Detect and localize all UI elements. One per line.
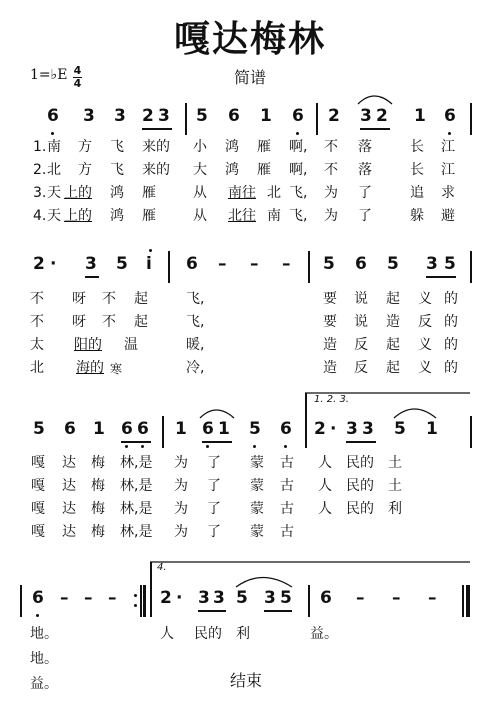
lyric: 达 xyxy=(62,501,76,517)
lyric: 雁 xyxy=(257,139,271,155)
note: 6 xyxy=(47,106,59,126)
note: 5 xyxy=(444,254,456,274)
note: 3 xyxy=(85,254,97,274)
lyric: 天 xyxy=(47,208,61,224)
lyric: 北往 xyxy=(228,208,256,224)
lyric: 梅 xyxy=(91,501,105,517)
lyric: 北 xyxy=(30,360,44,376)
barline xyxy=(140,585,142,617)
octave-dot-high xyxy=(149,249,152,252)
dash: – xyxy=(218,254,227,274)
barline xyxy=(470,251,472,283)
barline xyxy=(470,416,472,448)
lyric: 反 xyxy=(418,314,432,330)
note: 5 xyxy=(280,588,292,608)
lyric: 求 xyxy=(441,185,455,201)
lyric: 为 xyxy=(174,524,188,540)
augmentation-dot: · xyxy=(50,254,57,274)
note: 5 xyxy=(323,254,335,274)
lyric: 了 xyxy=(358,208,372,224)
note: 2 xyxy=(160,588,172,608)
beam-underline xyxy=(142,128,172,130)
octave-dot-low xyxy=(253,445,256,448)
lyric: 土 xyxy=(388,455,402,471)
final-barline-thin xyxy=(462,585,464,617)
lyric: 雁 xyxy=(257,162,271,178)
lyric: 嘎 xyxy=(31,501,45,517)
verse-number: 3. xyxy=(33,185,47,201)
barline xyxy=(308,585,310,617)
note: 2 xyxy=(328,106,340,126)
lyric: 太 xyxy=(30,337,44,353)
lyric: 达 xyxy=(62,478,76,494)
lyric: 躲 xyxy=(410,208,424,224)
lyric: 飞, xyxy=(186,314,205,330)
note: 1 xyxy=(260,106,272,126)
lyric: 落 xyxy=(358,139,372,155)
lyric: 方 xyxy=(78,162,92,178)
lyric: 林,是 xyxy=(120,524,153,540)
lyric: 雁 xyxy=(142,208,156,224)
lyric: 义 xyxy=(418,291,432,307)
octave-dot-low xyxy=(141,445,144,448)
note: 3 xyxy=(264,588,276,608)
repeat-barline xyxy=(143,585,146,617)
verse-number: 4. xyxy=(33,208,47,224)
lyric: 起 xyxy=(386,360,400,376)
lyric: 人 xyxy=(318,501,332,517)
lyric: 造 xyxy=(323,337,337,353)
lyric: 民的 xyxy=(346,478,374,494)
time-signature xyxy=(73,65,82,89)
lyric: 了 xyxy=(207,501,221,517)
lyric: 不 xyxy=(324,162,338,178)
lyric: 长 xyxy=(410,139,424,155)
lyric: 林,是 xyxy=(120,478,153,494)
lyric: 小 xyxy=(193,139,207,155)
lyric: 人 xyxy=(160,626,174,642)
lyric: 民的 xyxy=(194,626,222,642)
lyric: 长 xyxy=(410,162,424,178)
note: 5 xyxy=(116,254,128,274)
note: 6 xyxy=(32,588,44,608)
note: 3 xyxy=(83,106,95,126)
lyric: 反 xyxy=(354,337,368,353)
note: 6 xyxy=(64,419,76,439)
lyric: 飞, xyxy=(289,185,308,201)
lyric: 古 xyxy=(280,501,294,517)
lyric: 寒 xyxy=(110,362,123,376)
lyric: 呀 xyxy=(72,314,86,330)
note: 3 xyxy=(426,254,438,274)
lyric: 梅 xyxy=(91,478,105,494)
lyric: 益。 xyxy=(30,676,58,692)
note: 1 xyxy=(218,419,230,439)
lyric: 的 xyxy=(444,360,458,376)
lyric: 了 xyxy=(207,478,221,494)
lyric: 南 xyxy=(267,208,281,224)
lyric: 起 xyxy=(134,314,148,330)
lyric: 为 xyxy=(174,455,188,471)
barline xyxy=(150,562,152,617)
note: 5 xyxy=(394,419,406,439)
lyric: 从 xyxy=(193,185,207,201)
lyric: 不 xyxy=(102,314,116,330)
dash: – xyxy=(60,588,69,608)
slur xyxy=(358,96,392,104)
lyric: 梅 xyxy=(91,455,105,471)
lyric: 南往 xyxy=(228,185,256,201)
lyric: 飞 xyxy=(110,162,124,178)
lyric: 来的 xyxy=(142,139,170,155)
slur xyxy=(394,409,436,418)
note: 6 xyxy=(355,254,367,274)
lyric: 林,是 xyxy=(120,455,153,471)
note: 5 xyxy=(33,419,45,439)
lyric: 呀 xyxy=(72,291,86,307)
note: 2 xyxy=(142,106,154,126)
time-signature-top: 4 xyxy=(73,64,82,77)
dash: – xyxy=(356,588,365,608)
lyric: 地。 xyxy=(30,651,58,667)
lyric: 的 xyxy=(444,314,458,330)
note: 3 xyxy=(198,588,210,608)
key-signature: 1=♭E xyxy=(30,67,68,83)
lyric: 啊, xyxy=(289,162,308,178)
augmentation-dot: · xyxy=(330,419,337,439)
final-barline-thick xyxy=(466,585,470,617)
lyric: 嘎 xyxy=(31,524,45,540)
beam-underline xyxy=(346,441,376,443)
lyric: 说 xyxy=(354,291,368,307)
octave-dot-low xyxy=(125,445,128,448)
lyric: 为 xyxy=(174,478,188,494)
note: 6 xyxy=(292,106,304,126)
octave-dot-low xyxy=(51,132,54,135)
beam-underline xyxy=(121,441,151,443)
beam-underline xyxy=(198,610,226,612)
lyric: 的 xyxy=(444,337,458,353)
lyric: 造 xyxy=(323,360,337,376)
note: 3 xyxy=(362,419,374,439)
barline xyxy=(185,103,187,135)
octave-dot-low xyxy=(36,614,39,617)
dash: – xyxy=(392,588,401,608)
note: 6 xyxy=(444,106,456,126)
lyric: 阳的 xyxy=(74,337,102,353)
lyric: 古 xyxy=(280,455,294,471)
beam-underline xyxy=(85,276,99,278)
barline xyxy=(308,251,310,283)
barline xyxy=(316,103,318,135)
lyric: 益。 xyxy=(310,626,338,642)
lyric: 大 xyxy=(193,162,207,178)
lyric: 飞 xyxy=(110,139,124,155)
lyric: 冷, xyxy=(186,360,205,376)
lyric: 北 xyxy=(267,185,281,201)
song-title: 嘎达梅林 xyxy=(173,19,326,60)
volta-label: 1. 2. 3. xyxy=(314,394,349,405)
note: 5 xyxy=(249,419,261,439)
note: 3 xyxy=(360,106,372,126)
beam-underline xyxy=(426,276,456,278)
lyric: 利 xyxy=(388,501,402,517)
lyric: 暖, xyxy=(186,337,205,353)
note: 1 xyxy=(93,419,105,439)
lyric: 达 xyxy=(62,455,76,471)
note: 6 xyxy=(320,588,332,608)
note: 6 xyxy=(121,419,133,439)
lyric: 不 xyxy=(324,139,338,155)
dash: – xyxy=(250,254,259,274)
lyric: 造 xyxy=(386,314,400,330)
augmentation-dot: · xyxy=(176,588,183,608)
ending-label: 结束 xyxy=(230,671,263,690)
lyric: 鸿 xyxy=(225,139,239,155)
lyric: 嘎 xyxy=(31,478,45,494)
lyric: 温 xyxy=(124,337,138,353)
lyric: 避 xyxy=(441,208,455,224)
barline xyxy=(168,251,170,283)
lyric: 啊, xyxy=(289,139,308,155)
time-signature-bottom: 4 xyxy=(73,77,82,90)
lyric: 为 xyxy=(324,208,338,224)
beam-underline xyxy=(264,610,292,612)
note: 5 xyxy=(387,254,399,274)
note: 1 xyxy=(414,106,426,126)
lyric: 梅 xyxy=(91,524,105,540)
lyric: 古 xyxy=(280,478,294,494)
lyric: 江 xyxy=(441,162,455,178)
lyric: 上的 xyxy=(64,208,92,224)
note: 1 xyxy=(175,419,187,439)
note: 6 xyxy=(202,419,214,439)
lyric: 海的 xyxy=(76,360,104,376)
lyric: 利 xyxy=(236,626,250,642)
lyric: 天 xyxy=(47,185,61,201)
lyric: 追 xyxy=(410,185,424,201)
octave-dot-low xyxy=(206,445,209,448)
beam-underline xyxy=(360,128,390,130)
lyric: 来的 xyxy=(142,162,170,178)
lyric: 嘎 xyxy=(31,455,45,471)
lyric: 达 xyxy=(62,524,76,540)
note: 3 xyxy=(114,106,126,126)
lyric: 北 xyxy=(47,162,61,178)
lyric: 蒙 xyxy=(250,478,264,494)
lyric: 地。 xyxy=(30,626,58,642)
dash: – xyxy=(108,588,117,608)
barline xyxy=(20,585,22,617)
lyric: 说 xyxy=(354,314,368,330)
lyric: 起 xyxy=(134,291,148,307)
dash: – xyxy=(428,588,437,608)
lyric: 鸿 xyxy=(110,185,124,201)
lyric: 要 xyxy=(323,314,337,330)
beam-underline xyxy=(202,441,232,443)
note: 6 xyxy=(228,106,240,126)
lyric: 鸿 xyxy=(110,208,124,224)
lyric: 不 xyxy=(30,314,44,330)
lyric: 了 xyxy=(207,524,221,540)
dash: – xyxy=(84,588,93,608)
octave-dot-low xyxy=(296,132,299,135)
lyric: 人 xyxy=(318,455,332,471)
lyric: 雁 xyxy=(142,185,156,201)
lyric: 方 xyxy=(78,139,92,155)
barline xyxy=(470,103,472,135)
lyric: 林,是 xyxy=(120,501,153,517)
lyric: 民的 xyxy=(346,455,374,471)
lyric: 了 xyxy=(207,455,221,471)
lyric: 为 xyxy=(174,501,188,517)
barline xyxy=(305,393,307,448)
repeat-dot xyxy=(134,604,137,607)
lyric: 人 xyxy=(318,478,332,494)
lyric: 鸿 xyxy=(225,162,239,178)
note: 2 xyxy=(314,419,326,439)
lyric: 要 xyxy=(323,291,337,307)
lyric: 为 xyxy=(324,185,338,201)
note: 5 xyxy=(236,588,248,608)
lyric: 从 xyxy=(193,208,207,224)
lyric: 古 xyxy=(280,524,294,540)
lyric: 反 xyxy=(354,360,368,376)
lyric: 江 xyxy=(441,139,455,155)
lyric: 不 xyxy=(102,291,116,307)
repeat-dot xyxy=(134,594,137,597)
lyric: 飞, xyxy=(186,291,205,307)
note: 3 xyxy=(213,588,225,608)
note: 2 xyxy=(33,254,45,274)
lyric: 土 xyxy=(388,478,402,494)
lyric: 上的 xyxy=(64,185,92,201)
notation-subtitle: 简谱 xyxy=(233,68,266,87)
lyric: 起 xyxy=(386,337,400,353)
note: 6 xyxy=(280,419,292,439)
lyric: 起 xyxy=(386,291,400,307)
slur xyxy=(236,578,292,588)
lyric: 蒙 xyxy=(250,501,264,517)
octave-dot-low xyxy=(284,445,287,448)
note: 3 xyxy=(346,419,358,439)
note: 6 xyxy=(186,254,198,274)
octave-dot-low xyxy=(448,132,451,135)
note: i xyxy=(146,254,152,274)
note: 5 xyxy=(196,106,208,126)
verse-number: 2. xyxy=(33,162,47,178)
lyric: 不 xyxy=(30,291,44,307)
verse-number: 1. xyxy=(33,139,47,155)
lyric: 民的 xyxy=(346,501,374,517)
lyric: 落 xyxy=(358,162,372,178)
lyric: 义 xyxy=(418,360,432,376)
volta-label: 4. xyxy=(157,562,167,573)
lyric: 义 xyxy=(418,337,432,353)
lyric: 的 xyxy=(444,291,458,307)
note: 3 xyxy=(158,106,170,126)
lyric: 了 xyxy=(358,185,372,201)
note: 2 xyxy=(376,106,388,126)
lyric: 飞, xyxy=(289,208,308,224)
barline xyxy=(162,416,164,448)
lyric: 南 xyxy=(47,139,61,155)
dash: – xyxy=(282,254,291,274)
slur xyxy=(200,410,234,418)
lyric: 蒙 xyxy=(250,524,264,540)
note: 6 xyxy=(137,419,149,439)
lyric: 蒙 xyxy=(250,455,264,471)
note: 1 xyxy=(426,419,438,439)
